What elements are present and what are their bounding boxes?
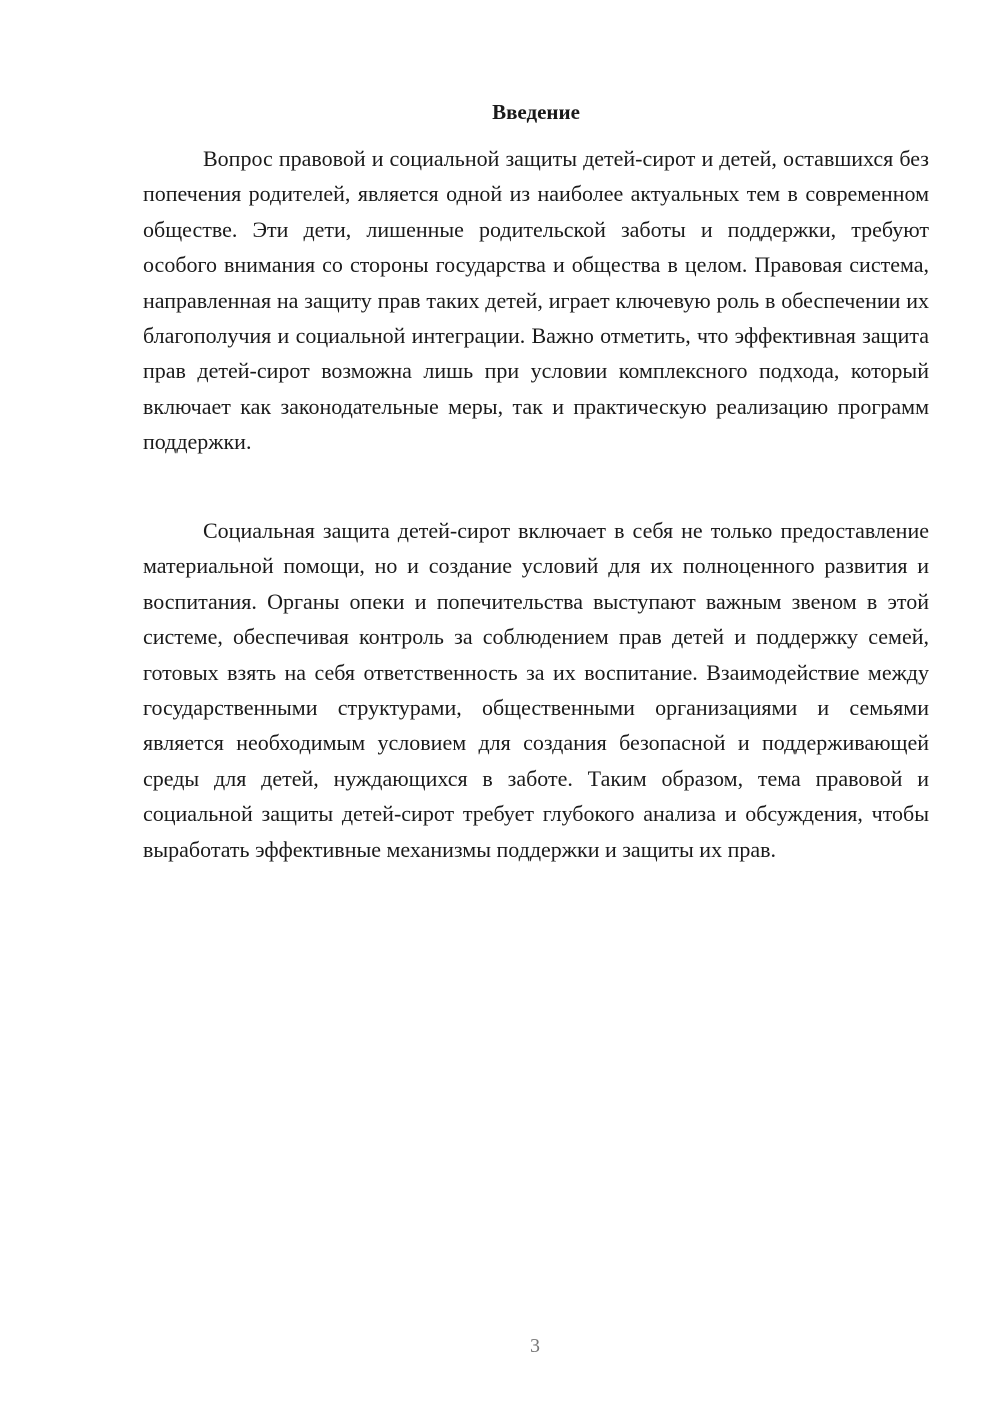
paragraph-1: Вопрос правовой и социальной защиты детей-сирот и детей, оставшихся без попечения родителей, является одной из наиболее актуальных тем в современном обществе. Эти дети, лишенные родительской заботы и поддержки, требуют особого внимания со стороны государства и общества в целом. Правовая система, направленная на защиту прав таких детей, играет ключевую роль в обеспечении их благополучия и социальной интеграции. Важно отметить, что эффективная защита прав детей-сирот возможна лишь при условии комплексного подхода, который включает как законодательные меры, так и практическую реализацию программ поддержки. [143, 146, 929, 455]
paragraph-2: Социальная защита детей-сирот включает в себя не только предоставление материальной помощи, но и создание условий для их полноценного развития и воспитания. Органы опеки и попечительства выступают важным звеном в этой системе, обеспечивая контроль за соблюдением прав детей и поддержку семей, готовых взять на себя ответственность за их воспитание. Взаимодействие между государственными структурами, общественными организациями и семьями является необходимым условием для создания безопасной и поддерживающей среды для детей, нуждающихся в заботе. Таким образом, тема правовой и социальной защиты детей-сирот требует глубокого анализа и обсуждения, чтобы выработать эффективные механизмы поддержки и защиты их прав. [143, 518, 929, 862]
page-title: Введение [492, 100, 580, 124]
page-number: 3 [530, 1335, 540, 1357]
